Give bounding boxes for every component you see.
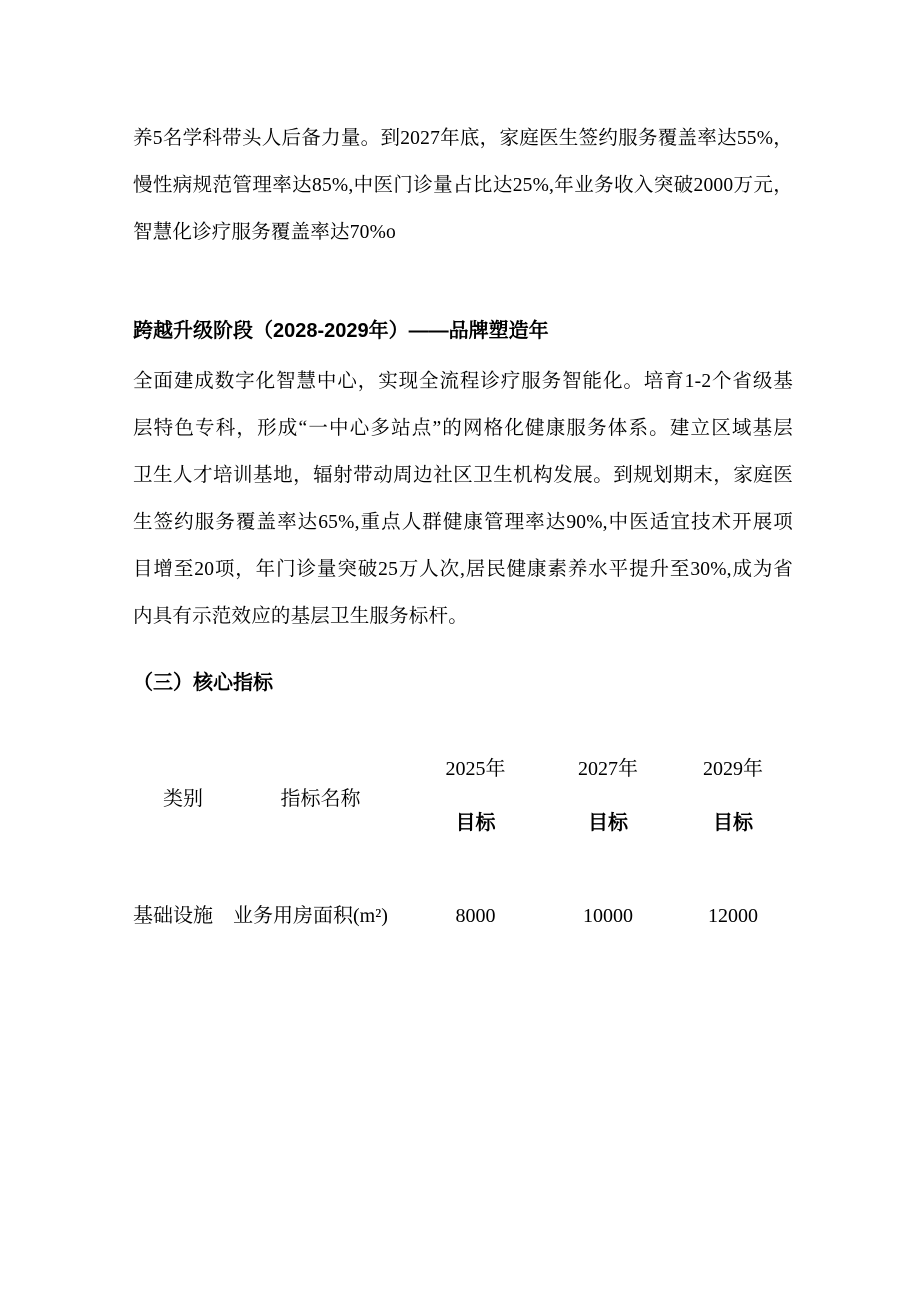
col-header-indicator: 指标名称 bbox=[280, 787, 361, 810]
paragraph-line: 智慧化诊疗服务覆盖率达70%o bbox=[133, 222, 396, 243]
cell-category: 基础设施 bbox=[133, 905, 213, 927]
table-header-row bbox=[133, 734, 793, 858]
paragraph-line: 养5名学科带头人后备力量。到2027年底，家庭医生签约服务覆盖率达55%， bbox=[133, 128, 793, 149]
paragraph-line: 层特色专科，形成“一中心多站点”的网格化健康服务体系。建立区域基层 bbox=[133, 418, 793, 439]
year-label: 2025年 bbox=[445, 758, 506, 780]
target-label: 目标 bbox=[455, 812, 496, 834]
cell-value-2027: 10000 bbox=[583, 904, 633, 927]
paragraph-line: 全面建成数字化智慧中心，实现全流程诊疗服务智能化。培育1-2个省级基 bbox=[133, 371, 793, 392]
paragraph bbox=[133, 115, 793, 256]
target-label: 目标 bbox=[713, 812, 753, 834]
year-label: 2029年 bbox=[703, 758, 763, 780]
cell-value-2025: 8000 bbox=[455, 904, 496, 927]
col-header-category: 类别 bbox=[163, 787, 203, 810]
paragraph-line: 目增至20项，年门诊量突破25万人次,居民健康素养水平提升至30%,成为省 bbox=[133, 559, 793, 580]
paragraph-line: 卫生人才培训基地，辐射带动周边社区卫生机构发展。到规划期末，家庭医 bbox=[133, 465, 793, 486]
paragraph-line: 生签约服务覆盖率达65%,重点人群健康管理率达90%,中医适宜技术开展项 bbox=[133, 512, 793, 533]
year-label: 2027年 bbox=[578, 758, 638, 780]
col-header-2025-target bbox=[408, 734, 543, 858]
target-label: 目标 bbox=[588, 812, 628, 834]
core-indicators-table bbox=[133, 734, 793, 974]
stage-heading: 跨越升级阶段（2028-2029年）——品牌塑造年 bbox=[133, 320, 549, 342]
col-header-2029-target bbox=[673, 734, 793, 858]
cell-indicator: 业务用房面积(m²) bbox=[233, 905, 388, 927]
table-row bbox=[133, 858, 793, 974]
section-heading: （三）核心指标 bbox=[133, 672, 273, 694]
paragraph-line: 内具有示范效应的基层卫生服务标杆。 bbox=[133, 606, 468, 627]
paragraph bbox=[133, 358, 793, 640]
col-header-2027-target bbox=[543, 734, 673, 858]
paragraph-line: 慢性病规范管理率达85%,中医门诊量占比达25%,年业务收入突破2000万元， bbox=[133, 175, 793, 196]
cell-value-2029: 12000 bbox=[708, 904, 758, 927]
